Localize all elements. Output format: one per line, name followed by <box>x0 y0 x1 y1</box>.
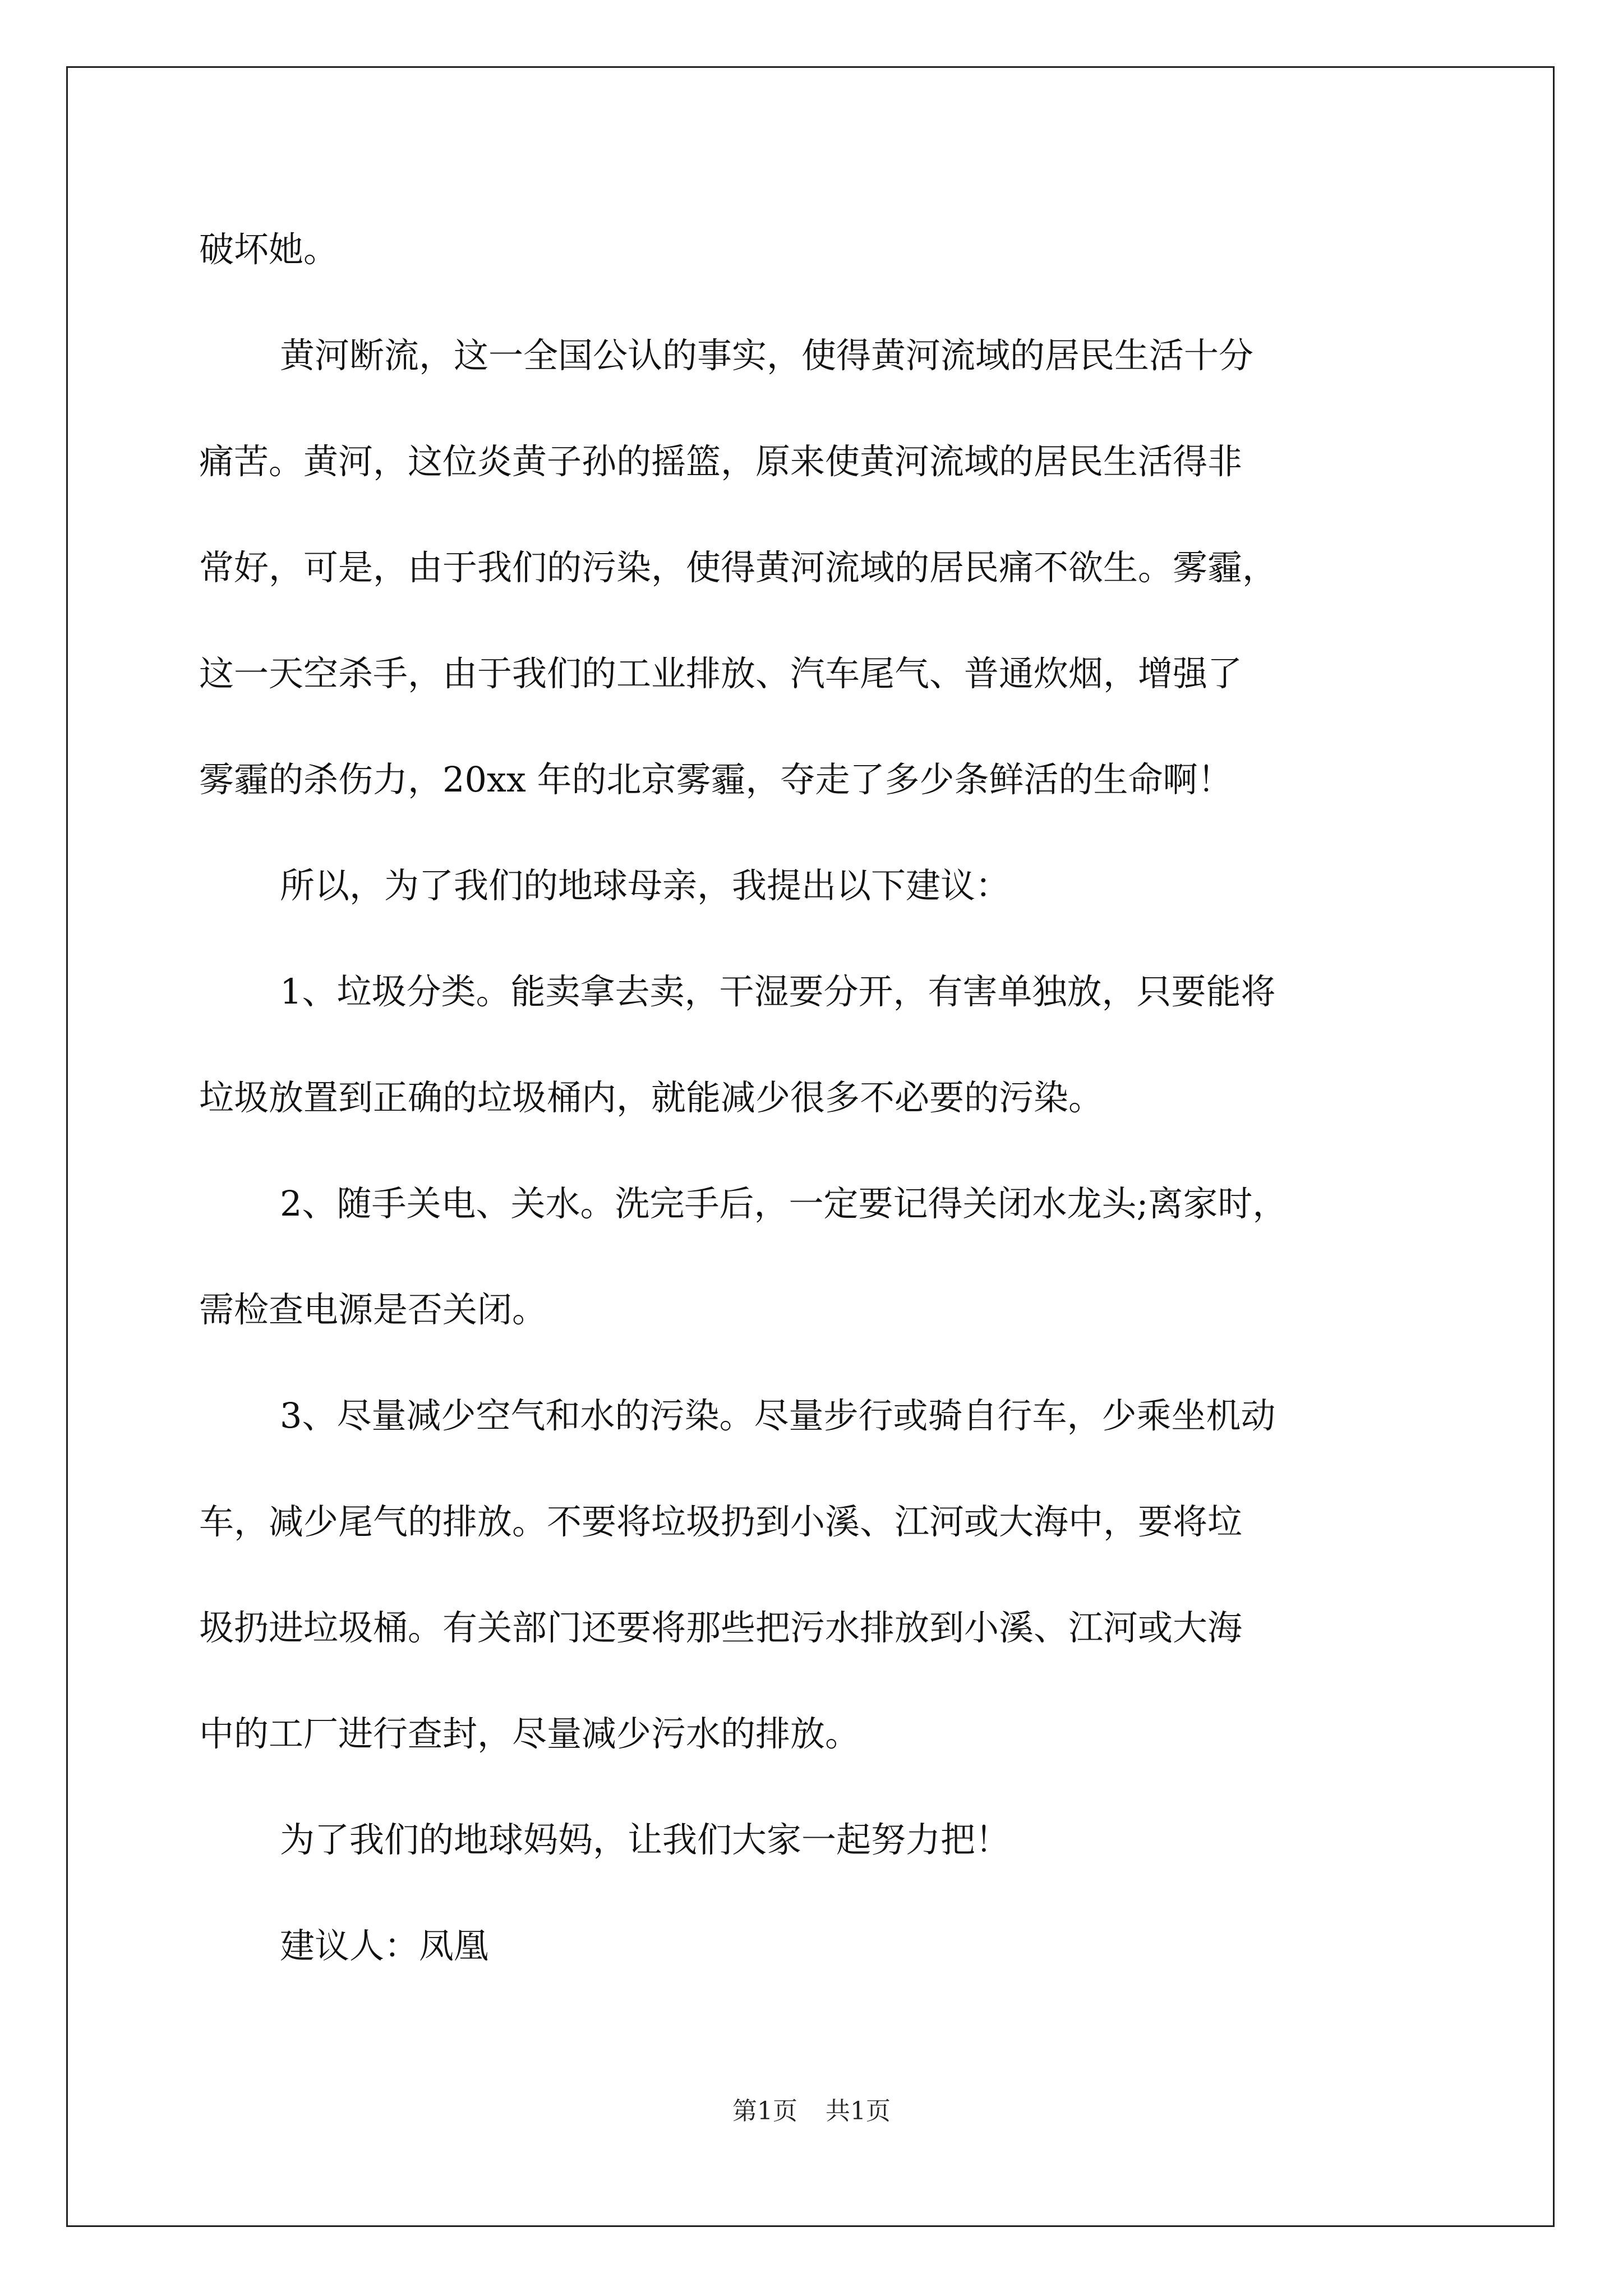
text-line: 这一天空杀手，由于我们的工业排放、汽车尾气、普通炊烟，增强了 <box>199 653 1243 694</box>
page-number: 第1页 <box>732 2097 797 2125</box>
text-line: 为了我们的地球妈妈，让我们大家一起努力把！ <box>280 1819 1011 1860</box>
text-line: 垃圾放置到正确的垃圾桶内，就能减少很多不必要的污染。 <box>199 1077 1104 1118</box>
text-line: 建议人：凤凰 <box>280 1925 489 1966</box>
text-line: 车，减少尾气的排放。不要将垃圾扔到小溪、江河或大海中，要将垃 <box>199 1501 1243 1542</box>
text-line: 需检查电源是否关闭。 <box>199 1289 547 1330</box>
text-line: 黄河断流，这一全国公认的事实，使得黄河流域的居民生活十分 <box>280 335 1254 376</box>
page-footer <box>0 2091 1623 2127</box>
text-line: 圾扔进垃圾桶。有关部门还要将那些把污水排放到小溪、江河或大海 <box>199 1607 1243 1648</box>
text-line: 破坏她。 <box>199 229 339 270</box>
page-total: 共1页 <box>826 2097 891 2125</box>
text-line: 所以，为了我们的地球母亲，我提出以下建议： <box>280 865 1011 906</box>
text-line: 2、随手关电、关水。洗完手后，一定要记得关闭水龙头;离家时， <box>280 1183 1288 1224</box>
text-line: 雾霾的杀伤力，20xx 年的北京雾霾，夺走了多少条鲜活的生命啊！ <box>199 759 1233 800</box>
text-line: 3、尽量减少空气和水的污染。尽量步行或骑自行车，少乘坐机动 <box>280 1395 1276 1436</box>
text-line: 中的工厂进行查封，尽量减少污水的排放。 <box>199 1713 860 1754</box>
text-line: 1、垃圾分类。能卖拿去卖，干湿要分开，有害单独放，只要能将 <box>280 971 1276 1012</box>
text-line: 常好，可是，由于我们的污染，使得黄河流域的居民痛不欲生。雾霾， <box>199 547 1278 588</box>
text-line: 痛苦。黄河，这位炎黄子孙的摇篮，原来使黄河流域的居民生活得非 <box>199 441 1243 482</box>
document-body <box>199 196 1483 1999</box>
